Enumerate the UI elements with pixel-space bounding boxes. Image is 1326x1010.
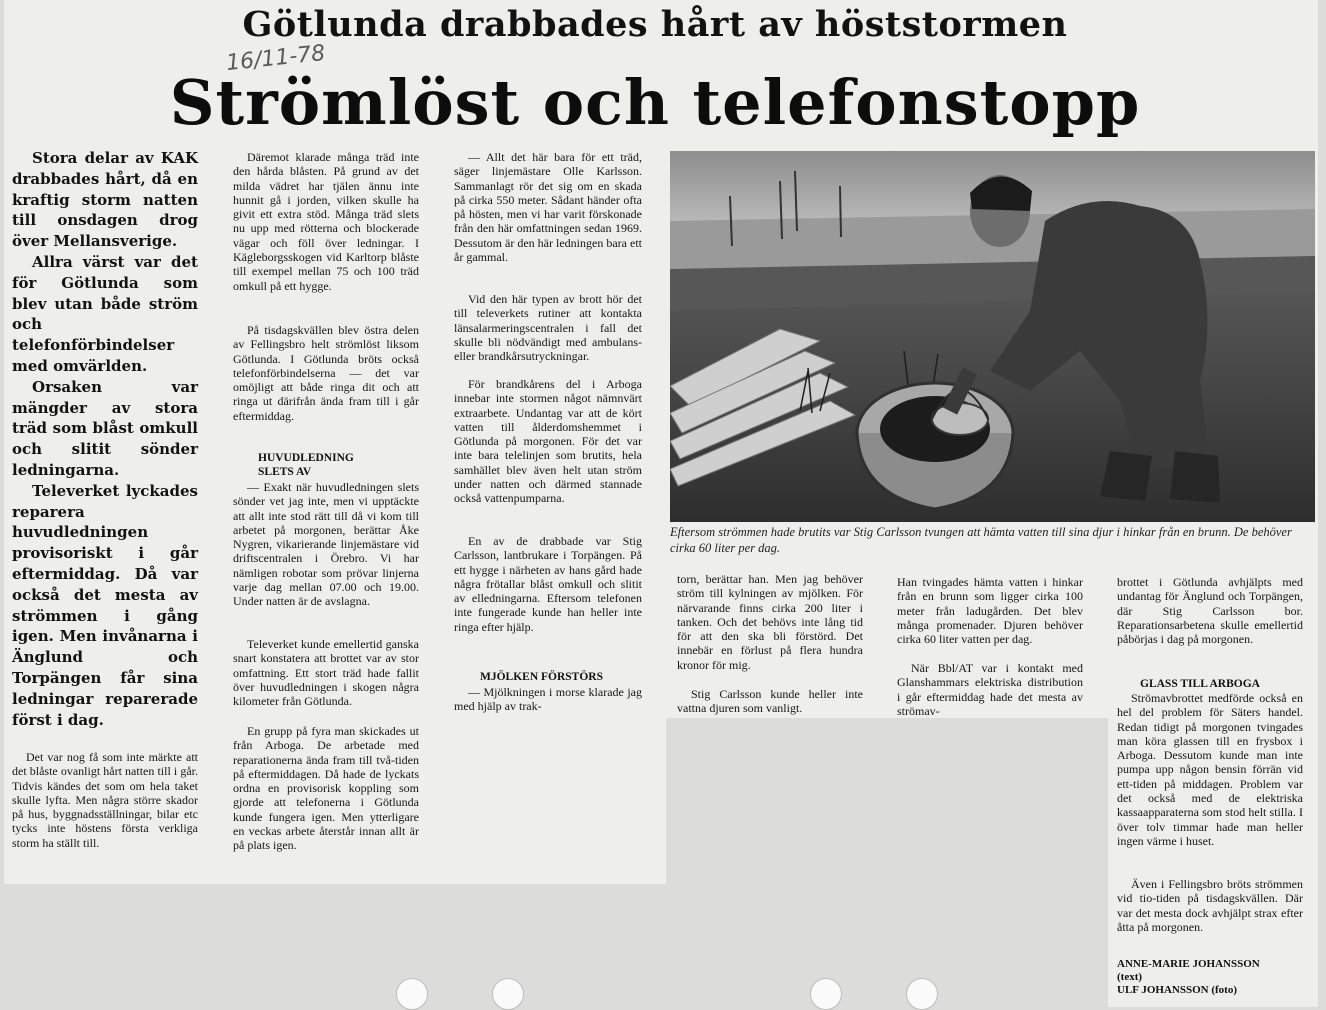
photo-caption: Eftersom strömmen hade brutits var Stig Carlsson tvungen att hämta vatten till sina djur i hinkar från en brunn. De behöver cirka 60 liter per dag.: [670, 525, 1292, 555]
col2-p2: På tisdagskvällen blev östra delen av Fellingsbro helt strömlöst liksom Götlunda. I Götlunda bröts också telefonförbindelserna — det var omöjligt att både ringa dit och att ringa ut därifrån ända fram till i går eftermiddag.: [233, 323, 419, 423]
punch-hole: [810, 978, 842, 1010]
col3-p1: — Allt det här bara för ett träd, säger linjemästare Olle Karlsson. Sammanlagt rör det sig om en skada på cirka 550 meter. Sådant händer ofta på hösten, men vi har varit förskonade från den här omfattningen sedan 1969. Dessutom är den här ledningen bara ett år gammal.: [454, 150, 642, 265]
lead-p4: Televerket lyckades reparera huvudledningen provisoriskt i går eftermiddag. Då var också det mesta av strömmen i gång igen. Men invånarna i Änglund och Torpängen får sina ledningar reparerade först i dag.: [12, 481, 198, 729]
col2-p1: Däremot klarade många träd inte den hårda blåsten. På grund av det milda vädret har tjälen ännu inte hunnit gå i jorden, vilken skulle ha givit ett extra stöd. Många träd slets nu upp med rötterna och blockerade vägar och föll över ledningar. I Kägleborgsskogen vid Karltorp blåste till exempel mellan 75 och 100 träd omkull på ett hygge.: [233, 150, 419, 293]
col6-p1: brottet i Götlunda avhjälpts med undantag för Änglund och Torpängen, där Stig Carlsson bor. Reparationsarbetena skulle emellertid påbörjas i dag på morgonen.: [1117, 575, 1303, 647]
lead-paragraph: [12, 148, 198, 730]
main-headline: Strömlöst och telefonstopp: [169, 66, 1141, 139]
punch-hole: [396, 978, 428, 1010]
byline-photographer: ULF JOHANSSON: [1117, 984, 1209, 996]
col3-p5: — Mjölkningen i morse klarade jag med hjälp av trak-: [454, 685, 642, 714]
byline-photographer-role: (foto): [1211, 984, 1237, 996]
lead-p3: Orsaken var mängder av stora träd som blåst omkull och slitit sönder ledningarna.: [12, 377, 198, 479]
col6-p3: Även i Fellingsbro bröts strömmen vid tio-tiden på tisdagskvällen. Där var det mesta dock avhjälpt strax efter åtta på morgonen.: [1117, 877, 1303, 934]
punch-hole: [906, 978, 938, 1010]
col6-p2: Strömavbrottet medförde också en hel del problem för Säters handel. Redan tidigt på morgonen tvingades man köra glassen till en frysbox i Arboga. Dessutom kunde man inte pumpa upp någon bensin förrän vid ett-tiden på middagen. Problem var det också med de elektriska kassaapparaterna som stod helt stilla. I över tolv timmar hade man heller ingen värme i huset.: [1117, 691, 1303, 848]
col2-p4: Televerket kunde emellertid ganska snart konstatera att brottet var av stor omfattning. Ett stort träd hade fallit över huvudledningen i skogen några kilometer från Götlunda.: [233, 637, 419, 709]
col5-p2: När Bbl/AT var i kontakt med Glanshammars elektriska distribution i går eftermiddag hade det mesta av strömav-: [897, 661, 1083, 718]
byline-author-role: (text): [1117, 971, 1143, 983]
photo-farmer-at-well: [670, 151, 1315, 522]
col2-p3: — Exakt när huvudledningen slets sönder vet jag inte, men vi upptäckte att allt inte stod rätt till då vi kom till arbetet på morgonen, berättar Åke Nygren, vikarierande linjemästare vid driftscentralen i Örebro. Vi har nämligen robotar som prövar linjerna varje dag mellan 07.00 och 19.00. Under natten är de avslagna.: [233, 480, 419, 609]
col2-p5: En grupp på fyra man skickades ut från Arboga. De arbetade med reparationerna ända fram till två-tiden på eftermiddagen. Då hade de lyckats ordna en provisorisk koppling som gjorde att telefonerna i Götlunda kunde fungera igen. Men ytterligare en veckas arbete återstår innan allt är på plats igen.: [233, 724, 419, 853]
col4-p1: torn, berättar han. Men jag behöver ström till kylningen av mjölken. För närvarande finns cirka 200 liter i tanken. Och det behövs inte lång tid för att den ska bli förstörd. Det innebär en förlust på flera hundra kronor för mig.: [677, 572, 863, 672]
col4-p2: Stig Carlsson kunde heller inte vattna djuren som vanligt.: [677, 687, 863, 716]
col2-subhead: HUVUDLEDNING SLETS AV: [258, 452, 354, 478]
byline: [1117, 958, 1307, 997]
byline-author: ANNE-MARIE JOHANSSON: [1117, 958, 1260, 970]
col5-p1: Han tvingades hämta vatten i hinkar från en brunn som ligger cirka 100 meter från ladugården. Det blev många promenader. Djuren behöver cirka 60 liter vatten per dag.: [897, 575, 1083, 647]
col3-subhead: MJÖLKEN FÖRSTÖRS: [480, 671, 604, 683]
col1-body: Det var nog få som inte märkte att det blåste ovanligt hårt natten till i går. Tidvis kändes det som om hela taket skulle lyfta. Men några större skador på hus, byggnadsställningar, bilar etc tycks inte höstens första verkliga storm ha ställt till.: [12, 750, 198, 850]
lead-p1: Stora delar av KAK drabbades hårt, då en kraftig storm natten till onsdagen drog över Mellansverige.: [12, 149, 198, 251]
col3-p2: Vid den här typen av brott hör det till televerkets rutiner att kontakta länsalarmeringscentralen i fall det skulle bli nödvändigt med ambulans- eller brandkårsutryckningar.: [454, 292, 642, 364]
col3-p4: En av de drabbade var Stig Carlsson, lantbrukare i Torpängen. På ett hygge i närheten av hans gård hade några frötallar blåst omkull och slitit av elledningarna. Eftersom telefonen inte fungerade kunde han heller inte ringa efter hjälp.: [454, 534, 642, 634]
punch-hole: [492, 978, 524, 1010]
col6-subhead: GLASS TILL ARBOGA: [1140, 678, 1260, 690]
news-photo: [670, 151, 1315, 522]
col3-p3: För brandkårens del i Arboga innebar inte stormen något nämnvärt extraarbete. Undantag var att de kört vatten till ålderdomshemmet i Götlunda på morgonen. För det var inte bara telelinjen som brutits, hela samhället blev även helt utan ström under natten och därmed stannade också vattenpumparna.: [454, 377, 642, 506]
kicker-headline: Götlunda drabbades hårt av höststormen: [242, 4, 1068, 45]
handwritten-date: 16/11-78: [224, 40, 327, 77]
lead-p2: Allra värst var det för Götlunda som blev utan både ström och telefonförbindelser med omvärlden.: [12, 252, 198, 375]
